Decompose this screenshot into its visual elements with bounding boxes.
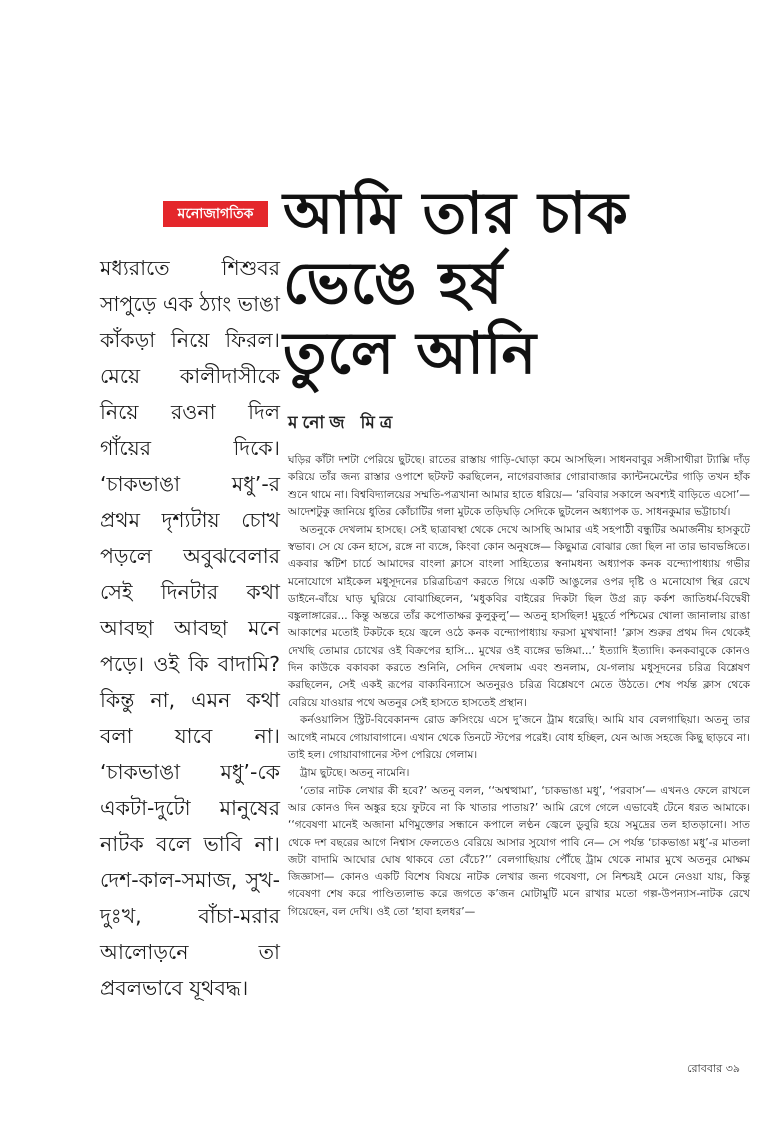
headline-line: তুলে আনি bbox=[283, 319, 538, 387]
pull-quote: মধ্যরাতে শিশুবর সাপুড়ে এক ঠ্যাং ভাঙা কাঁকড়া নিয়ে ফিরল। মেয়ে কালীদাসীকে নিয়ে রওনা দিল গাঁয়ের দিকে। ‘চাকভাঙা মধু’-র প্রথম দৃশ্যটায় চোখ পড়লে অবুঝবেলার সেই দিনটার কথা আবছা আবছা মনে পড়ে। ওই কি বাদামি? কিন্তু না, এমন কথা বলা যাবে না। ‘চাকভাঙা মধু’-কে একটা-দুটো মানুষের নাটক বলে ভাবি না। দেশ-কাল-সমাজ, সুখ-দুঃখ, বাঁচা-মরার আলোড়নে তা প্রবলভাবে যূথবদ্ধ। bbox=[100, 256, 280, 1000]
section-tag: মনোজাগতিক bbox=[163, 201, 268, 227]
headline bbox=[283, 178, 753, 388]
article-paragraph: অতনুকে দেখলাম হাসছে। সেই ছাত্রাবস্থা থেকে দেখে আসছি আমার এই সহপাঠী বন্ধুটির অমার্জনীয় হাসকুটে স্বভাব। সে যে কেন হাসে, রঙ্গে না ব্যঙ্গে, কিংবা কোন অনুষঙ্গে— কিছুমাত্র বোঝার জো ছিল না তার ভাবভঙ্গিতে। একবার স্কটিশ চার্চে আমাদের বাংলা ক্লাসে বাংলা সাহিত্যের স্বনামধন্য অধ্যাপক কনক বন্দ্যোপাধ্যায় গভীর মনোযোগে মাইকেল মধুসূদনের চরিত্রচিত্রণ করতে গিয়ে একটি আঙুলের ওপর দৃষ্টি ও মনোযোগ স্থির রেখে ডাইনে-বাঁয়ে ঘাড় ঘুরিয়ে বোঝাচ্ছিলেন, ‘মধুকবির বাইরের দিকটা ছিল উগ্র রূঢ় কর্কশ জাতিধর্ম-বিদ্বেষী বঙ্কুলাঙ্গারের... কিন্তু অন্তরে তাঁর কপোতাক্ষর কুলুকুলু’— অতনু হাসছিল! মুহূর্তে পশ্চিমের খোলা জানালায় রাঙা আকাশের মতোই টকটকে হয়ে জ্বলে ওঠে কনক বন্দ্যোপাধ্যায় ফরসা মুখখানা! ‘ক্লাস শুরুর প্রথম দিন থেকেই দেখছি তোমার চোখের ওই বিক্রপের হাসি... মুখের ওই ব্যঙ্গের ভঙ্গিমা...’ ইত্যাদি ইত্যাদি। কনকবাবুকে কোনও দিন কাউকে বকাবকা করতে শুনিনি, সেদিন দেখলাম এবং শুনলাম, যে-গলায় মধুসূদনের চরিত্র বিশ্লেষণ করছিলেন, সেই একই রূপের বাক্যবিন্যাসে অতনুরও চরিত্র বিশ্লেষণে মেতে উঠতে। শেষ পর্যন্ত ক্লাস থেকে বেরিয়ে যাওয়ার পথে অতনুর সেই হাসতে হাসতেই প্রস্থান। bbox=[288, 523, 750, 709]
article-paragraph: কর্নওয়ালিস স্ট্রিট-বিবেকানন্দ রোড ক্রসিংয়ে এসে দু’জনে ট্রাম ধরেছি। আমি যাব বেলগাছিয়া। অতনু তার আগেই নামবে গোয়াবাগানে। এখান থেকে তিনটে স্টপের পরেই। বোধ হচ্ছিল, যেন আজ সহজে কিছু ছাড়বে না। তাই হল। গোয়াবাগানের স্টপ পেরিয়ে গেলাম। bbox=[288, 714, 750, 762]
author-byline: মনোজ মিত্র bbox=[288, 413, 398, 433]
headline-line: ভেঙে হর্ষ bbox=[283, 249, 504, 317]
headline-line: আমি তার চাক bbox=[283, 179, 629, 247]
page-footer: রোববার ৩৯ bbox=[687, 1062, 740, 1075]
article-paragraph: ট্রাম ছুটছে। অতনু নামেনি। bbox=[300, 766, 410, 779]
article-body bbox=[288, 452, 750, 922]
article-paragraph: ‘তোর নাটক লেখার কী হবে?’ অতনু বলল, ‘‘অশ্বত্থামা’, ‘চাকভাঙা মধু’, ‘পরবাস’— এখনও ফেলে রাখলে আর কোনও দিন অঙ্কুর হয়ে ফুটবে না কি খাতার পাতায়?’ আমি রেগে গেলে এভাবেই টেনে ধরত আমাকে। ‘‘গবেষণা মানেই অজানা মণিমুক্তোর সন্ধানে কপালে লণ্ঠন জ্বেলে ডুবুরি হয়ে সমুদ্রের তল হাতড়ানো। সাত থেকে দশ বছরের আগে নিশ্বাস ফেলতেও বেরিয়ে আসার সুযোগ পাবি নে— সে পর্যন্ত ‘চাকভাঙা মধু’-র মাতলা জটা বাদামি আঘোর ঘোষ থাকবে তো বেঁচে?’’ বেলগাছিয়ায় পৌঁছে ট্রাম থেকে নামার মুখে অতনুর মোক্ষম জিজ্ঞাসা— কোনও একটি বিশেষ বিষয়ে নাটক লেখার জন্য গবেষণা, সে নিশ্চয়ই মেনে নেওয়া যায়, কিন্তু গবেষণা শেষ করে পাণ্ডিত্যলাভ করে জগতে ক’জন মোটামুটি মনে রাখার মতো গল্প-উপন্যাস-নাটক রেখে গিয়েছেন, বল দেখি। ওই তো ‘হাবা হলধর’— bbox=[288, 784, 750, 918]
article-paragraph: ঘড়ির কাঁটা দশটা পেরিয়ে ছুটছে। রাতের রাস্তায় গাড়ি-ঘোড়া কমে আসছিল। সাধনবাবুর সঙ্গীসাথীরা ট্যাক্সি দাঁড় করিয়ে তাঁর জন্য রাস্তার ওপাশে ছটফট করছিলেন, নাগেরবাজার গোরাবাজার ক্যান্টনমেন্টের গাড়ি তখন হাঁক শুনে থামে না। বিশ্ববিদ্যালয়ের সম্মতি-পত্রখানা আমার হাতে ধরিয়ে— ‘রবিবার সকালে অবশ্যই বাড়িতে এসো’— আদেশটুকু জানিয়ে ধুতির কোঁচাটির গলা মুটকে তড়িঘড়ি সেদিকে ছুটলেন অধ্যাপক ড. সাধনকুমার ভট্টাচার্য। bbox=[288, 454, 750, 518]
